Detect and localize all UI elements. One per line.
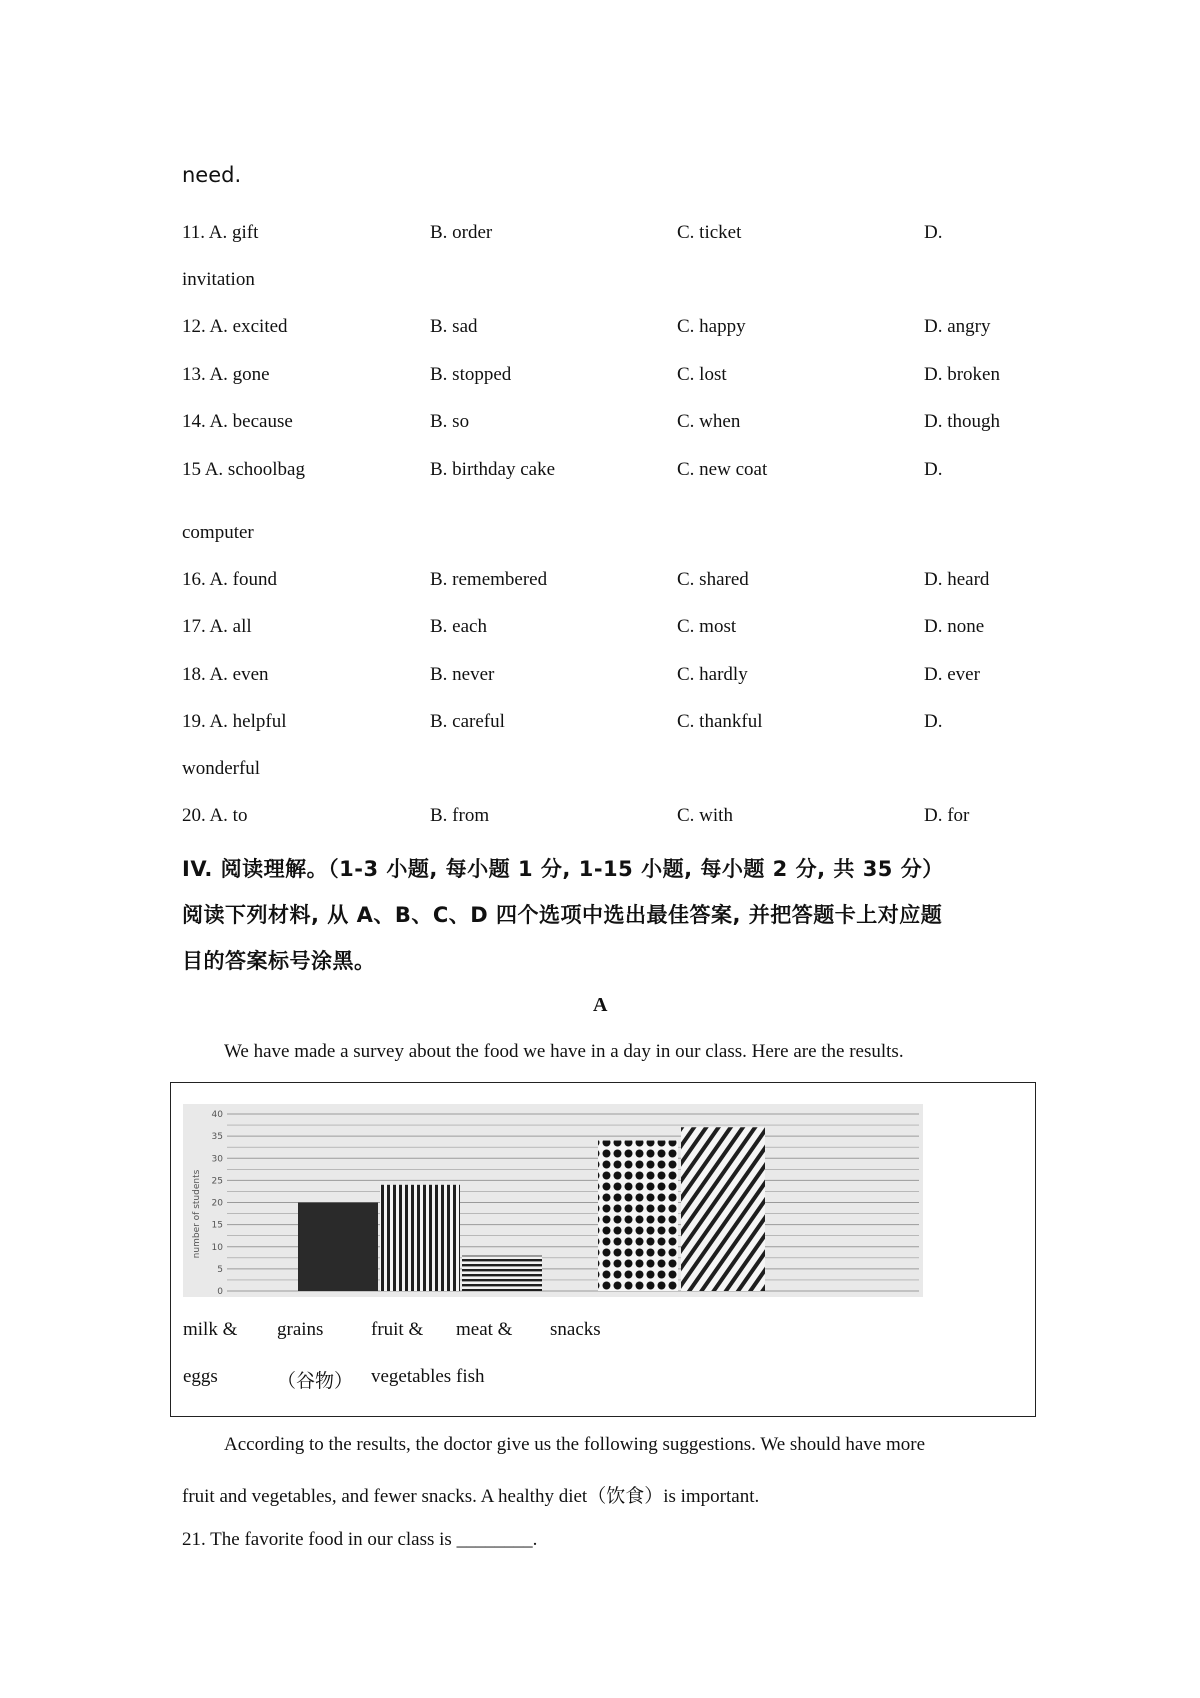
category-label: grains [277, 1319, 324, 1340]
category-label: milk & [183, 1319, 238, 1340]
bar-5 [681, 1127, 765, 1291]
question-option-c: C. ticket [677, 222, 742, 243]
passage-intro: We have made a survey about the food we have in a day in our class. Here are the results. [224, 1041, 904, 1062]
question-21: 21. The favorite food in our class is ________. [182, 1529, 538, 1550]
category-label: vegetables [371, 1366, 452, 1387]
instruction-line: 目的答案标号涂黑。 [182, 949, 376, 973]
question-option-b: B. never [430, 663, 495, 685]
y-tick-label: 20 [211, 1198, 223, 1209]
y-tick-label: 30 [211, 1154, 223, 1165]
chart-frame [170, 1082, 1036, 1417]
bar-3 [462, 1256, 542, 1291]
question-option-d: D. for [924, 805, 970, 826]
category-label: fish [456, 1366, 485, 1387]
question-option-b: B. sad [430, 316, 478, 337]
continued-text: need. [182, 163, 242, 187]
y-tick-label: 25 [211, 1176, 223, 1187]
y-tick-label: 5 [217, 1264, 223, 1275]
question-option-b: B. careful [430, 711, 505, 732]
question-option-c: C. when [677, 411, 741, 432]
question-option-d-wrap: invitation [182, 269, 255, 290]
y-axis-label: number of students [192, 1169, 202, 1259]
passage-text-line: According to the results, the doctor give us the following suggestions. We should have more [224, 1434, 925, 1455]
y-tick-label: 35 [211, 1132, 223, 1143]
instruction-line: 阅读下列材料, 从 A、B、C、D 四个选项中选出最佳答案, 并把答题卡上对应题 [182, 903, 943, 927]
question-option-d: D. [924, 222, 943, 243]
question-option-c: C. new coat [677, 458, 768, 480]
question-option-b: B. each [430, 616, 487, 637]
question-option-b: B. stopped [430, 363, 512, 385]
bar-2 [380, 1185, 460, 1291]
question-option-a: 12. A. excited [182, 316, 288, 337]
question-option-a: 17. A. all [182, 616, 252, 637]
chart-background [183, 1104, 923, 1297]
question-option-a: 16. A. found [182, 568, 277, 590]
question-option-d-wrap: wonderful [182, 758, 261, 779]
question-option-c: C. lost [677, 363, 727, 385]
y-tick-label: 15 [211, 1220, 223, 1231]
bar-4 [598, 1141, 678, 1291]
category-label: （谷物） [277, 1371, 354, 1392]
question-option-d: D. [924, 458, 943, 480]
question-option-d: D. ever [924, 663, 980, 685]
question-option-b: B. remembered [430, 568, 548, 590]
question-option-d: D. [924, 711, 943, 732]
question-option-a: 15 A. schoolbag [182, 458, 305, 480]
y-tick-label: 10 [211, 1242, 223, 1253]
question-option-b: B. so [430, 411, 470, 432]
question-option-a: 13. A. gone [182, 363, 270, 385]
question-option-d: D. angry [924, 316, 991, 337]
question-option-c: C. most [677, 616, 737, 637]
question-option-d: D. though [924, 411, 1000, 432]
section-heading: IV. 阅读理解。（1-3 小题, 每小题 1 分, 1-15 小题, 每小题 2 分, 共 35 分） [182, 857, 944, 881]
question-option-d: D. none [924, 616, 985, 637]
question-option-b: B. order [430, 222, 493, 243]
bar-1 [298, 1203, 378, 1292]
category-label: fruit & [371, 1319, 424, 1340]
passage-label: A [593, 994, 608, 1016]
question-option-b: B. birthday cake [430, 458, 556, 480]
question-option-a: 14. A. because [182, 411, 293, 432]
question-option-b: B. from [430, 805, 490, 826]
question-option-c: C. happy [677, 316, 746, 337]
category-label: snacks [550, 1319, 601, 1340]
question-option-a: 18. A. even [182, 663, 269, 685]
question-option-c: C. hardly [677, 663, 748, 685]
question-option-c: C. with [677, 805, 733, 826]
question-option-d: D. heard [924, 568, 990, 590]
y-tick-label: 40 [211, 1110, 223, 1120]
question-option-c: C. thankful [677, 711, 763, 732]
bar-chart-svg [183, 1104, 923, 1297]
bar-chart [183, 1104, 923, 1297]
question-option-a: 11. A. gift [182, 222, 259, 243]
question-option-a: 19. A. helpful [182, 711, 287, 732]
category-label: meat & [456, 1319, 513, 1340]
question-option-a: 20. A. to [182, 805, 248, 826]
question-option-d-wrap: computer [182, 521, 254, 543]
category-label: eggs [183, 1366, 218, 1387]
question-option-d: D. broken [924, 363, 1000, 385]
y-tick-label: 0 [217, 1287, 223, 1297]
question-option-c: C. shared [677, 568, 749, 590]
passage-text-line: fruit and vegetables, and fewer snacks. A healthy diet（饮食）is important. [182, 1486, 760, 1507]
